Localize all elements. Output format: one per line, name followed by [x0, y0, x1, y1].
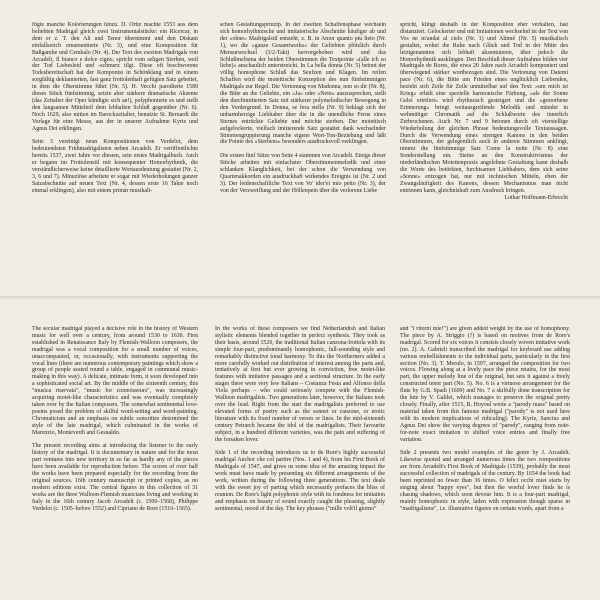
paragraph: Die ersten fünf Sätze von Seite 4 stammen von Arcadelt. Einige dieser Stücke arbeiten mit einfachster Oberstimmenmelodik und einer schlanken Klanglichkeit, bei der schon die Verwendung von Quartenakkorden ein ausdruckhaft wirkendes Ereignis ist (Nr. 2 und 3). Der leidenschaftliche Text von Vo' ider'ei mio petto (Nr. 3), der von der Verzweiflung und der Höllenpein über die verlorene Liebe	[220, 153, 386, 194]
paragraph: Side 1 of the recording introduces us to de Rore's highly successful madrigal Anchor che col partire (Nos. 1 and 4), from his First Book of Madrigals of 1547, and gives us some idea of the amazing impact the work must have made by presenting six different arrangements of the work, written during the following three generations. The text deals with the sweet joy of parting which necessarily prefaces the bliss of reunion. De Rore's light polyphonic style with its fondness for imitation and emphasis on beauty of sound exactly caught the pleasing, slightly sentimental, mood of the day. The key phrases ("mille volt'il giorno"	[215, 450, 385, 512]
german-notes-section	[0, 0, 600, 298]
paragraph: The secular madrigal played a decisive role in the history of Western music for well over a century, from around 1530 to 1630. First established in Renaissance Italy by Flemish-Walloon composers, the madrigal was a vocal composition for a small number of voices, unaccompanied, or, occasionally, with instruments supporting the vocal lines (there are numerous contemporary paintings which show a group of people seated round a table, engaged in communal music-making in this way). A delicate, intimate form, it soon developed into a sophisticated social art. By the middle of the sixteenth century, this "musica riservata", "music for connoisseurs", was increasingly acquiring motet-like characteristics and was eventually completely taken over by the Italian composers. The somewhat sentimental love-poems posed the problem of skilful word-setting and word-painting. Chromaticism and an emphasis on subtle sonorities determined the style of the late madrigal, which culminated in the works of Marenzio, Monteverdi and Gesualdo.	[32, 326, 198, 436]
paragraph: and "i ritorni mie!") are given added weight by the use of homophony. The piece by A. Striggio (?) is based on motives from de Rore's madrigal. Scored for six voices it consists closely woven imitative work (no. 2). A. Gabrieli transcribed the madrigal for keyboard use adding various embellishments to the individual parts, particularly in the first section (No. 3). T. Merulo, in 1597, arranged the composition for two voices. Flowing along at a lively pace the piece retains, for the most part, the upper melody line of the original, but sets it against a freely constructed tenor part (No. 5). No. 6 is a virtuoso arrangement for the flute by G.B. Spadi (1609) and No. 7 a skilfully done transcription for the lute by V. Galilei, which manages to preserve the original pretty closely. Finally, after 1515, B. Hoyoul wrote a "parody mass" based on material taken from this famous madrigal ("parody" is not used here with its modern implications of ridiculing). The Kyrie, Sanctus and Agnus Dei show the varying degrees of "parody", ranging from note-for-note exact imitation to shifted voice entries and finally free variation.	[400, 326, 570, 443]
german-column-2	[220, 22, 386, 292]
english-column-2	[215, 326, 385, 594]
paragraph: schen Gestaltungsprinzip. In der zweiten Schaffensphase wechseln sich homorhythmische und imitatorische Abschnitte häufiger ab und der »ohne« Madrigalstil entsteht, z. B. in Amor quanto piu lieto (Nr. 1), wo die »ganze Gesamtwerks« der Geliebten plötzlich durch Mensurwechsel (3/2-Takt) hervorgehoben wird und das Schlußmelisma der beiden Oberstimmen die Textpointe »(alle ich so liebe)« anschaulich unterstreicht. In La bella donna (Nr. 5) betont der völlig homophone Schluß das Seufzen und Klagen. Im reifen Schaffen wird die motettische Konzeption des nun fünfstimmigen Madrigals zur Regel. Die Vertonung von Madonna, non so dir (Nr. 8), die Bitte an die Geliebte, ein »Ja« oder »Nein« auszusprechen, stellt den durchimitierten Satz mit stärkerer polymelodischer Bewegung in den Vordergrund. In Donna, se fera stella (Nr. 9) beklagt sich der unbarmherzige Liebhaber über die in die unendliche Ferne eines Sternes entrückte Geliebte und möchte sterben. Der motettisch aufgelockerte, vielfach imitierende Satz gestattet dank wechselnder Stimmengruppierung manche eigene Wort-Ton-Beziehung und läßt die Pointe des »Sterbens« besonders ausdrucksvoll verklingen.	[220, 22, 386, 146]
german-column-1	[32, 22, 198, 292]
english-column-3	[400, 326, 570, 594]
paragraph: Side 2 presents two model examples of the genre by J. Arcadelt. Likewise quoted and arranged numerous times the two compositions are from Arcadelt's First Book of Madrigals (1539), probably the most successful collection of madrigals of the century. By 1654 the book had been reprinted no fewer than 36 times. O felici occhi miei starts by singing about "happy eyes", but then the woeful lover finds he is chasing shadows, which soon devour him. It is a four-part madrigal, mainly homophonic in style, laden with expression though sparse in "madrigalisms", i.e. illustrative figures on certain words, apart from a	[400, 450, 570, 512]
author-signature: Lothar Hoffmann-Erbrecht	[504, 194, 568, 201]
paragraph: In the works of these composers we find Netherlandish and Italian stylistic elements blended together in perfect synthesis. They took as their basis, around 1520, the traditional Italian canzona-frottola with its simple four-part, predominantly homophonic, full-sounding style and remarkably distinctive tonal harmony. To this the Northerners added a more carefully worked out distribution of interest among the parts and, tentatively at first but ever growing in conviction, free motet-like features with imitative passages and a sectional structure. In the early stages there were very few Italians – Costanza Festa and Alfonso della Viola perhaps – who could seriously compete with the Flemish-Walloon madrigalists. Two generations later, however, the Italians took over the lead. Right from the start the madrigalists preferred to use elevated forms of poetry such as the sonnet or canzone, or erotic literature with its fixed number of verses or lines. In the mid-sixteenth century Petrarch became the idol of the madrigalists. Their favourite subject, in a hundred different varieties, was the pain and suffering of the forsaken lover.	[215, 326, 385, 443]
paragraph: spricht, klingt deshalb in der Komposition eher verhalten, fast distanziert. Gelockerter und mit Imitationen wechselnd ist der Text von Vos ne m'andai al cielo (Nr. 1) und Ahimé (Nr. 5) musikalisch gestaltet, wobei die Ruhe nach Glück und Tod in der Mitte des letztgenannten sich lebhaft akzentuieren, über jedoch die Homorhythmik ausklingen. Den Beschluß dieser Aufnahme bilden vier Madrigale de Rores, die etwa 20 Jahre nach Arcadelt komponiert und überwiegend stärker wortbezogen sind. Die Vertonung von Datemi pace (Nr. 6), die Bitte um Frieden eines unglücklich Liebenden, bezieht sich Zeile für Zeile unmittelbar auf den Text: »um mich ist Krieg« erhält eine spezielle harmonische Färbung, »als der Sonne Gelei ertrifert« wird rhythmisch gesteigert und die »gestorbene Erinnerung« bringt weitausgreifende Melodik und mündet in wehmütiger Chromatik auf die Schlußworte des innerlich Zerbrochenen. Auch Nr. 7 und 9 betonen durch oft vierstellige Wiederholung der gleichen Phrase bedeutungsvolle Textaussagen. Durch die Verwendung eines strengen Kanons in den beiden Oberstimmen, der gelegentlich auch in anderen Stimmen anklingt, nimmt die fünfstimmige Satz Come la notte (Nr. 8) eine Sonderstellung ein. Steine an den Konstruktivismus der niederländischen Motettenpraxis angelehnte Gestaltung kann deshalb die Worte des betörkten, furchtsamen Liebhabers, dem sich seine »Sonne« entzogen hat, nur mit technischen Mitteln, eben der Zwangsläufigkeit des Kanons, dessen Mechanismus man nicht entrinnen kann, gleichnishaft zum Ausdruck bringen.	[400, 22, 568, 194]
paragraph: Seite 3 vereinigt neun Kompositionen von Verdelot, dem bedeutendsten Frühmadrigalisten neben Arcadelt. Er veröffentlichte bereits 1537, zwei Jahre vor diesem, sein erstes Madrigalbuch. Auch er begann im Frottolenstil mit konsequenter Homorhythmik, die verständlicherweise keine detaillierte Wortausdeutung gestattet (Nr. 2, 3, 6 und 7). Minuziöse arbeitete er sogar mit Wiederholungen ganzer Satzabschnitte auf neuen Text (Nr. 4, dessen erste 16 Takte noch einmal erklingen), also mit einem primär musikali-	[32, 139, 198, 194]
german-column-3	[400, 22, 568, 292]
english-column-1	[32, 326, 198, 594]
paragraph: The present recording aims at introducing the listener to the early history of the madrigal. It is documentary in nature and for the most part ventures into new territory in so far as hardly any of the pieces have been available for reproduction before. The scores of over half the works have been prepared especially for the recording from the original sources. 16th century manuscript or printed copies, as no modern editions exist. The central figures in this collection of 31 works are the three Walloon-Flemish musicians living and working in Italy in the 16th century Jacob Arcadelt (c. 1500–1568), Philippe Verdelot (c. 1505–before 1552) and Cipriano de Rore (1516–1565).	[32, 443, 198, 512]
english-notes-section	[0, 298, 600, 600]
paragraph: fügte manche Kolorierungen hinzu. D. Ortiz machte 1553 aus dem beliebten Madrigal gleich zwei Instrumentalstücke: ein Ricercar, in dem er z. T. den Alt und Tenor übernimmt und den Diskant einfallsreich ornamentierte (Nr. 3), und eine Komposition für Baßgambe und Cembalo (Nr. 4). Der Text des zweiten Madrigals von Arcadelt, Il bianco e dolce cigno, spricht vom seligen Sterben, weil der Tod Liebesleid und -schmerz tilgt. Diese oft beschworene Todesbereitschaft hat der Komponist in Schönklang und in einem sorgfältig deklamierten, fast ganz frottolenhaft gefügten Satz gebettet, in dem die Oberstimme führt (Nr. 5). H. Vecchi parodierte 1589 dieses Stück fünfstimmig, setzte aber stärkere dramatische Akzente (das Zeitalter der Oper kündigte sich an!), polyphonierte es und stellt den langsamen Mittelteil dem lebhaften Schluß gegenüber (Nr. 6). Noch 1629, also mitten im Barockzeitalter, benutzte St. Bernardi die Vorlage für eine Messe, aus der in unserer Aufnahme Kyrie und Agnus Dei erklingen.	[32, 22, 198, 132]
